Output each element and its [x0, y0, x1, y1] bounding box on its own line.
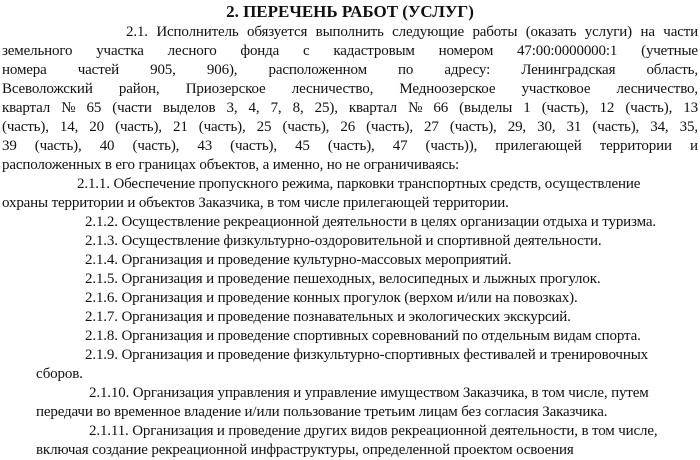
- word: 40: [99, 138, 115, 154]
- word: 3,: [226, 100, 238, 116]
- list-item: 2.1.6. Организация и проведение конных прогулок (верхом и/или на повозках).: [85, 290, 578, 306]
- section-heading: 2. ПЕРЕЧЕНЬ РАБОТ (УСЛУГ): [226, 2, 474, 21]
- word: 21: [172, 119, 188, 135]
- word: квартал: [2, 100, 51, 116]
- word: кадастровым: [333, 43, 415, 59]
- paragraph-line: [2, 23, 698, 42]
- paragraph-line: расположенных в его границах объектов, а именно, но не ограничиваясь:: [2, 157, 460, 173]
- word: 31: [566, 119, 582, 135]
- document-body: [2, 23, 698, 460]
- word: Ленинградская: [521, 62, 616, 78]
- word: (часть),: [132, 138, 180, 154]
- word: (часть)),: [425, 138, 478, 154]
- word: 25: [256, 119, 272, 135]
- word: с: [303, 43, 310, 59]
- list-item: 2.1.1. Обеспечение пропускного режима, парковки транспортных средств, осуществление: [77, 176, 641, 192]
- word: номером: [438, 43, 494, 59]
- word: область,: [646, 62, 698, 78]
- list-item: 2.1.10. Организация управления и управление имуществом Заказчика, в том числе, путем: [89, 385, 649, 401]
- word: 7,: [270, 100, 282, 116]
- list-item-continuation: сборов.: [36, 366, 83, 382]
- word: 2.1.: [126, 24, 148, 40]
- word: 1: [523, 100, 531, 116]
- word: (часть),: [449, 119, 497, 135]
- word: территории: [599, 138, 672, 154]
- word: фонда: [240, 43, 280, 59]
- word: (часть),: [230, 138, 277, 154]
- word: 26: [340, 119, 356, 135]
- word: следующие: [392, 24, 464, 40]
- word: Всеволожский: [2, 81, 93, 97]
- word: 13: [683, 100, 698, 116]
- list-item: 2.1.11. Организация и проведение других видов рекреационной деятельности, в том числе,: [89, 423, 658, 439]
- list-item: 2.1.7. Организация и проведение познавательных и экологических экскурсий.: [85, 309, 571, 325]
- word: лесничество,: [616, 81, 698, 97]
- word: (часть),: [34, 138, 82, 154]
- word: адресу:: [444, 62, 491, 78]
- word: выполнить: [315, 24, 384, 40]
- word: (часть),: [625, 100, 673, 116]
- word: (часть),: [541, 100, 589, 116]
- word: (часть),: [198, 119, 246, 135]
- word: 905,: [150, 62, 176, 78]
- list-item: 2.1.3. Осуществление физкультурно-оздоровительной и спортивной деятельности.: [85, 233, 602, 249]
- word: (часть),: [366, 119, 413, 135]
- word: 29,: [507, 119, 527, 135]
- word: обязуется: [247, 24, 308, 40]
- word: работы: [472, 24, 518, 40]
- word: 14,: [59, 119, 79, 135]
- word: 65: [86, 100, 102, 116]
- word: частей: [77, 62, 119, 78]
- word: 66: [433, 100, 449, 116]
- word: (оказать: [525, 24, 577, 40]
- word: 43: [197, 138, 213, 154]
- list-item: 2.1.8. Организация и проведение спортивных соревнований по отдельным видам спорта.: [85, 328, 641, 344]
- word: по: [398, 62, 414, 78]
- word: части: [663, 24, 698, 40]
- list-item: 2.1.4. Организация и проведение культурно-массовых мероприятий.: [85, 252, 512, 268]
- word: (часть),: [115, 119, 162, 135]
- word: квартал: [348, 100, 398, 116]
- paragraph-line: [2, 61, 698, 80]
- word: Медноозерское: [399, 81, 496, 97]
- word: 12: [599, 100, 615, 116]
- word: 906),: [206, 62, 238, 78]
- word: 45: [295, 138, 310, 154]
- word: (выделы: [459, 100, 513, 116]
- word: 20: [89, 119, 104, 135]
- word: расположенном: [268, 62, 367, 78]
- word: (часть),: [282, 119, 330, 135]
- word: 47:00:0000000:1: [517, 43, 618, 59]
- word: (часть),: [327, 138, 375, 154]
- list-item-continuation: передачи во временное владение и/или пользование третьим лицам без согласия Заказчика.: [36, 404, 608, 420]
- list-item: 2.1.2. Осуществление рекреационной деятельности в целях организации отдыха и туризма.: [85, 214, 656, 230]
- word: услуги): [584, 24, 633, 40]
- word: участка: [96, 43, 144, 59]
- word: район,: [118, 81, 160, 97]
- word: 4,: [248, 100, 260, 116]
- paragraph-line: [2, 42, 698, 61]
- word: (части: [112, 100, 152, 116]
- paragraph-line: [2, 80, 698, 99]
- word: 30,: [537, 119, 556, 135]
- word: Приозерское: [185, 81, 266, 97]
- list-item: 2.1.5. Организация и проведение пешеходных, велосипедных и лыжных прогулок.: [85, 271, 601, 287]
- word: 39: [2, 138, 17, 154]
- word: 25),: [314, 100, 338, 116]
- paragraph-line: [2, 137, 698, 156]
- word: на: [640, 24, 655, 40]
- word: и: [689, 138, 698, 154]
- list-item-continuation: включая создание рекреационной инфраструктуры, определенной проектом освоения: [36, 442, 574, 458]
- word: 35,: [679, 119, 698, 135]
- word: №: [408, 100, 423, 116]
- paragraph-line: [2, 118, 698, 137]
- word: номера: [2, 62, 47, 78]
- word: 47: [392, 138, 408, 154]
- word: лесного: [167, 43, 217, 59]
- list-item: 2.1.9. Организация и проведение физкультурно-спортивных фестивалей и тренировочных: [85, 347, 648, 363]
- word: 8,: [292, 100, 304, 116]
- word: 34,: [650, 119, 669, 135]
- word: земельного: [2, 43, 73, 59]
- word: (часть),: [2, 119, 49, 135]
- paragraph-line: [2, 99, 698, 118]
- word: выделов: [162, 100, 216, 116]
- word: Исполнитель: [156, 24, 239, 40]
- word: 27: [424, 119, 439, 135]
- word: лесничество,: [291, 81, 374, 97]
- word: участковое: [521, 81, 591, 97]
- word: (часть),: [592, 119, 640, 135]
- list-item-continuation: охраны территории и объектов Заказчика, в том числе прилегающей территории.: [2, 195, 509, 211]
- word: прилегающей: [495, 138, 582, 154]
- word: (учетные: [641, 43, 698, 59]
- word: №: [61, 100, 76, 116]
